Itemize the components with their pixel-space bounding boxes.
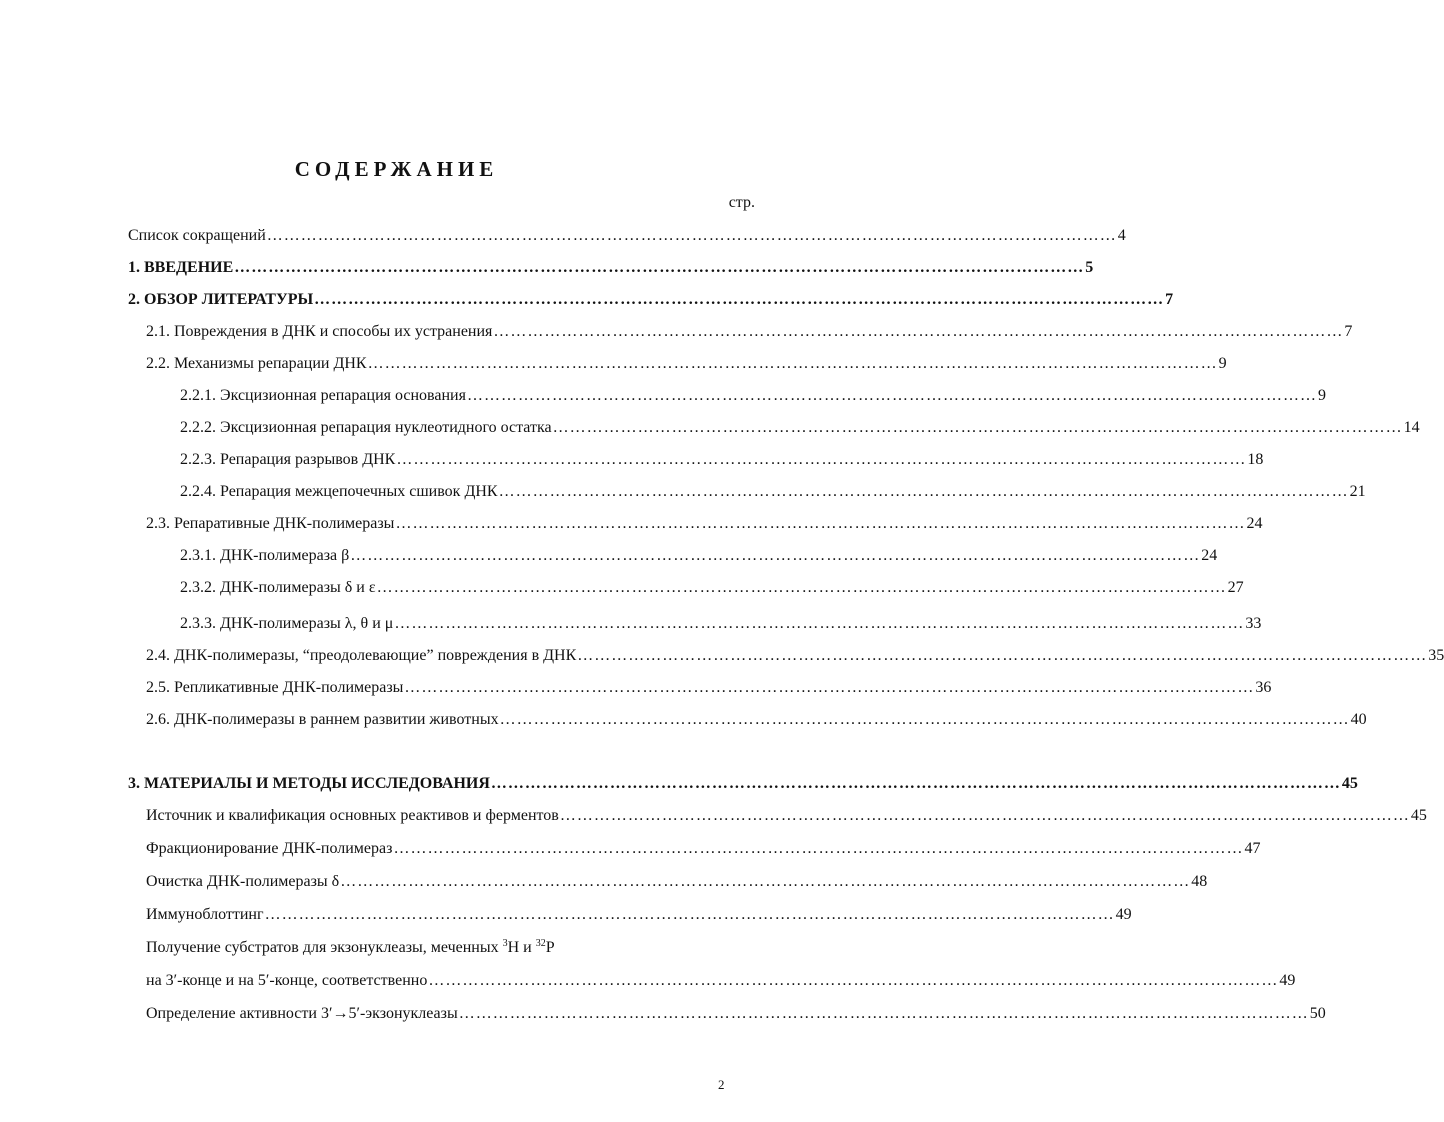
toc-entry-page: 45 [1341,775,1358,792]
toc-entry-label: 2.1. Повреждения в ДНК и способы их устранения [146,323,493,340]
toc-entry-label: на 3′-конце и на 5′-конце, соответственно [146,972,428,989]
toc-entry-label: 2.2.2. Эксцизионная репарация нуклеотидного остатка [180,419,552,436]
toc-entry-reagents [146,805,1427,827]
toc-leader-dots: …………………………………………………………………………………………………………………………………… [499,711,1350,728]
toc-leader-dots: …………………………………………………………………………………………………………………………………… [490,775,1341,792]
toc-leader-dots: …………………………………………………………………………………………………………………………………… [350,547,1201,564]
toc-leader-dots: …………………………………………………………………………………………………………………………………… [552,419,1403,436]
toc-leader-dots: …………………………………………………………………………………………………………………………………… [367,355,1218,372]
toc-entry-page: 21 [1349,483,1366,500]
toc-entry-2-3 [146,513,1263,535]
toc-entry-page: 48 [1191,873,1208,890]
toc-leader-dots: …………………………………………………………………………………………………………………………………… [466,387,1317,404]
toc-entry-page: 49 [1115,906,1132,923]
toc-entry-page: 40 [1350,711,1367,728]
toc-entry-label: 2.2. Механизмы репарации ДНК [146,355,367,372]
toc-entry-page: 47 [1244,840,1261,857]
toc-entry-page: 9 [1218,355,1227,372]
toc-entry-page: 33 [1245,615,1262,632]
toc-leader-dots: …………………………………………………………………………………………………………………………………… [493,323,1344,340]
toc-entry-purification [146,871,1208,893]
toc-entry-2-2-4 [180,481,1366,503]
toc-entry-label: 2.2.1. Эксцизионная репарация основания [180,387,466,404]
toc-entry-label: Иммуноблоттинг [146,906,264,923]
toc-leader-dots: …………………………………………………………………………………………………………………………………… [394,615,1245,632]
toc-entry-2-2-2 [180,417,1420,439]
toc-entry-label: 2. ОБЗОР ЛИТЕРАТУРЫ [128,291,314,308]
page-column-label: стр. [728,194,755,211]
toc-leader-dots: …………………………………………………………………………………………………………………………………… [234,259,1085,276]
toc-entry-page: 24 [1246,515,1263,532]
toc-entry-abbreviations [128,225,1126,247]
page-number: 2 [718,1077,725,1092]
toc-entry-label: 2.4. ДНК-полимеразы, “преодолевающие” повреждения в ДНК [146,647,577,664]
toc-leader-dots: …………………………………………………………………………………………………………………………………… [266,227,1117,244]
toc-entry-literature-review [128,289,1174,311]
superscript-3: 3 [502,938,508,949]
toc-entry-2-2-3 [180,449,1264,471]
toc-entry-introduction [128,257,1094,279]
toc-leader-dots: …………………………………………………………………………………………………………………………………… [395,515,1246,532]
toc-leader-dots: …………………………………………………………………………………………………………………………………… [428,972,1279,989]
toc-entry-page: 5 [1085,259,1094,276]
toc-entry-label-mid: H и [507,939,536,956]
toc-entry-immunoblotting [146,904,1132,926]
toc-entry-label: 2.3.2. ДНК-полимеразы δ и ε [180,579,376,596]
superscript-32: 32 [535,938,546,949]
toc-entry-2-6 [146,709,1367,731]
toc-entry-page: 50 [1309,1005,1326,1022]
toc-entry-page: 35 [1428,647,1444,664]
toc-entry-materials-methods [128,773,1358,795]
toc-leader-dots: …………………………………………………………………………………………………………………………………… [559,807,1410,824]
toc-entry-2-5 [146,677,1272,699]
toc-entry-page: 45 [1410,807,1427,824]
toc-entry-2-3-2 [180,577,1244,599]
toc-entry-2-2 [146,353,1227,375]
page-title: СОДЕРЖАНИЕ [294,157,499,181]
toc-leader-dots: …………………………………………………………………………………………………………………………………… [314,291,1165,308]
toc-entry-page: 18 [1247,451,1264,468]
toc-entry-label: 2.6. ДНК-полимеразы в раннем развитии животных [146,711,499,728]
toc-entry-page: 7 [1165,291,1174,308]
toc-entry-label: Получение субстратов для экзонуклеазы, меченных [146,939,503,956]
toc-entry-label: Список сокращений [128,227,266,244]
toc-entry-label-end: P [545,939,555,956]
toc-leader-dots: …………………………………………………………………………………………………………………………………… [577,647,1428,664]
toc-leader-dots: …………………………………………………………………………………………………………………………………… [376,579,1227,596]
toc-leader-dots: …………………………………………………………………………………………………………………………………… [340,873,1191,890]
toc-entry-label: 2.3. Репаративные ДНК-полимеразы [146,515,395,532]
toc-leader-dots: …………………………………………………………………………………………………………………………………… [393,840,1244,857]
toc-entry-substrates-line2 [146,970,1296,992]
toc-entry-page: 4 [1117,227,1126,244]
toc-leader-dots: …………………………………………………………………………………………………………………………………… [498,483,1349,500]
toc-entry-label: Фракционирование ДНК-полимераз [146,840,393,857]
toc-entry-page: 36 [1255,679,1272,696]
toc-entry-fractionation [146,838,1261,860]
toc-entry-label: 3. МАТЕРИАЛЫ И МЕТОДЫ ИССЛЕДОВАНИЯ [128,775,490,792]
toc-entry-2-3-1 [180,545,1218,567]
toc-leader-dots: …………………………………………………………………………………………………………………………………… [396,451,1247,468]
toc-entry-exonuclease-activity [146,1003,1326,1025]
toc-entry-page: 27 [1227,579,1244,596]
toc-entry-2-4 [146,645,1444,667]
toc-entry-label: 2.3.3. ДНК-полимеразы λ, θ и μ [180,615,394,632]
toc-entry-page: 7 [1344,323,1353,340]
toc-leader-dots: …………………………………………………………………………………………………………………………………… [264,906,1115,923]
toc-entry-label: 2.3.1. ДНК-полимераза β [180,547,350,564]
toc-entry-page: 24 [1201,547,1218,564]
toc-entry-label: Источник и квалификация основных реактивов и ферментов [146,807,559,824]
toc-entry-substrates-line1 [146,937,555,959]
toc-entry-label: Определение активности 3′→5′-экзонуклеазы [146,1005,458,1022]
toc-entry-label: 2.2.4. Репарация межцепочечных сшивок ДНК [180,483,498,500]
toc-entry-page: 14 [1403,419,1420,436]
toc-entry-2-3-3 [180,613,1262,635]
toc-entry-2-2-1 [180,385,1326,407]
toc-entry-label: Очистка ДНК-полимеразы δ [146,873,340,890]
toc-entry-page: 49 [1279,972,1296,989]
toc-entry-2-1 [146,321,1353,343]
toc-entry-label: 2.2.3. Репарация разрывов ДНК [180,451,396,468]
toc-leader-dots: …………………………………………………………………………………………………………………………………… [404,679,1255,696]
toc-leader-dots: …………………………………………………………………………………………………………………………………… [458,1005,1309,1022]
toc-entry-page: 9 [1317,387,1326,404]
toc-entry-label: 1. ВВЕДЕНИЕ [128,259,234,276]
toc-entry-label: 2.5. Репликативные ДНК-полимеразы [146,679,404,696]
